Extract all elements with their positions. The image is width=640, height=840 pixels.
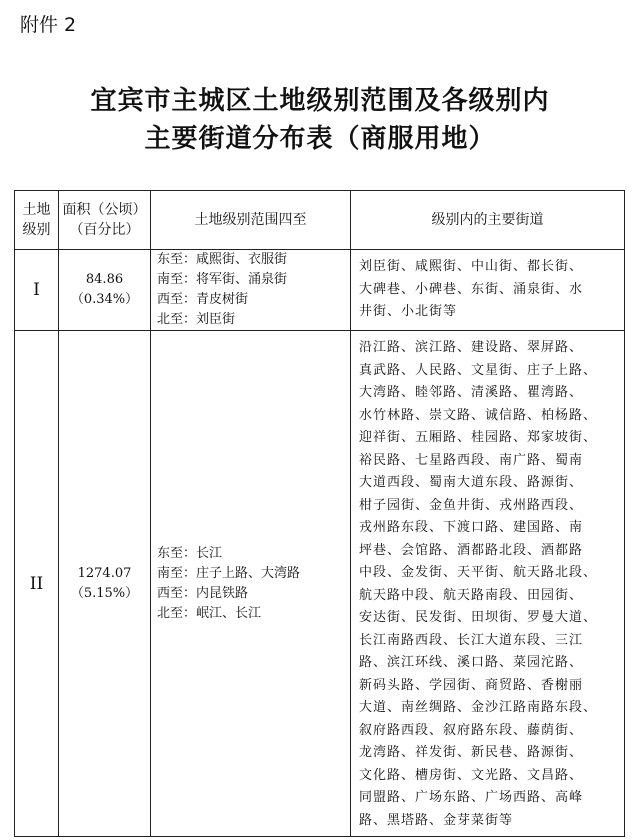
header-bounds: 土地级别范围四至	[151, 191, 351, 250]
grade-cell: I	[15, 250, 59, 331]
street-line: 路、黑塔路、金芽菜街等	[359, 812, 514, 828]
bound-line: 东至：咸熙街、衣服街	[157, 252, 288, 267]
street-line: 坪巷、会馆路、酒都路北段、酒都路	[359, 542, 584, 558]
street-line: 航天路中段、航天路南段、田园街、	[359, 587, 584, 603]
street-line: 真武路、人民路、文星街、庄子上路、	[359, 362, 598, 378]
street-line: 大道、南丝绸路、金沙江路南路东段、	[359, 700, 598, 715]
attachment-label: 附件 2	[20, 14, 77, 36]
table-row	[15, 331, 625, 837]
street-line: 长江南路西段、长江大道东段、三江	[359, 632, 584, 648]
street-line: 水竹林路、崇文路、诚信路、柏杨路、	[359, 407, 598, 423]
area-percent: （0.34%）	[70, 292, 139, 307]
header-streets: 级别内的主要街道	[351, 191, 625, 250]
table-header-row	[15, 191, 625, 250]
street-line: 新码头路、学园街、商贸路、香榭丽	[359, 677, 584, 693]
street-line: 大湾路、睦邻路、清溪路、瞿湾路、	[359, 385, 584, 400]
header-area: 面积（公顷） （百分比）	[59, 191, 151, 250]
street-line: 文化路、槽房街、文光路、文昌路、	[359, 767, 584, 783]
area-cell	[59, 331, 151, 837]
bounds-cell	[151, 331, 351, 837]
bound-line: 西至：青皮树街	[157, 292, 249, 307]
area-value: 1274.07	[77, 565, 132, 581]
street-line: 戎州路东段、下渡口路、建国路、南	[359, 520, 584, 535]
street-line: 刘臣街、咸熙街、中山街、都长街、	[359, 259, 584, 274]
street-line: 路、滨江环线、溪口路、菜园沱路、	[359, 655, 584, 670]
street-line: 沿江路、滨江路、建设路、翠屏路、	[359, 340, 584, 355]
street-line: 同盟路、广场东路、广场西路、高峰	[359, 790, 584, 805]
header-grade: 土地 级别	[15, 191, 59, 250]
bound-line: 南至：将军街、涌泉街	[157, 272, 288, 287]
area-percent: （5.15%）	[70, 585, 139, 601]
street-line: 大碑巷、小碑巷、东街、涌泉街、水	[359, 281, 584, 297]
street-line: 中段、金发街、天平街、航天路北段、	[359, 565, 598, 580]
bounds-cell	[151, 250, 351, 331]
street-line: 裕民路、七星路西段、南广路、蜀南	[359, 452, 584, 468]
street-line: 叙府路西段、叙府路东段、藤荫街、	[359, 722, 584, 738]
bound-line: 北至：岷江、长江	[157, 605, 262, 621]
street-line: 安达街、民发街、田坝街、罗曼大道、	[359, 610, 598, 625]
table-row	[15, 250, 625, 331]
bound-line: 东至：长江	[157, 545, 223, 561]
street-line: 大道西段、蜀南大道东段、路源街、	[359, 475, 584, 490]
bound-line: 西至：内昆铁路	[157, 585, 249, 601]
land-grade-table	[14, 190, 625, 837]
street-line: 迎祥街、五厢路、桂园路、郑家坡街、	[359, 430, 598, 445]
street-line: 柑子园街、金鱼井街、戎州路西段、	[359, 497, 584, 513]
document-title-line-2: 主要街道分布表（商服用地）	[144, 124, 496, 154]
area-cell	[59, 250, 151, 331]
document-title-line-1: 宜宾市主城区土地级别范围及各级别内	[90, 86, 550, 116]
area-value: 84.86	[85, 272, 124, 287]
streets-cell	[351, 331, 625, 837]
bound-line: 北至：刘臣街	[157, 312, 236, 327]
grade-cell: II	[15, 331, 59, 837]
street-line: 井街、小北街等	[359, 304, 458, 319]
streets-cell	[351, 250, 625, 331]
street-line: 龙湾路、祥发街、新民巷、路源街、	[359, 745, 584, 760]
bound-line: 南至：庄子上路、大湾路	[157, 565, 301, 581]
